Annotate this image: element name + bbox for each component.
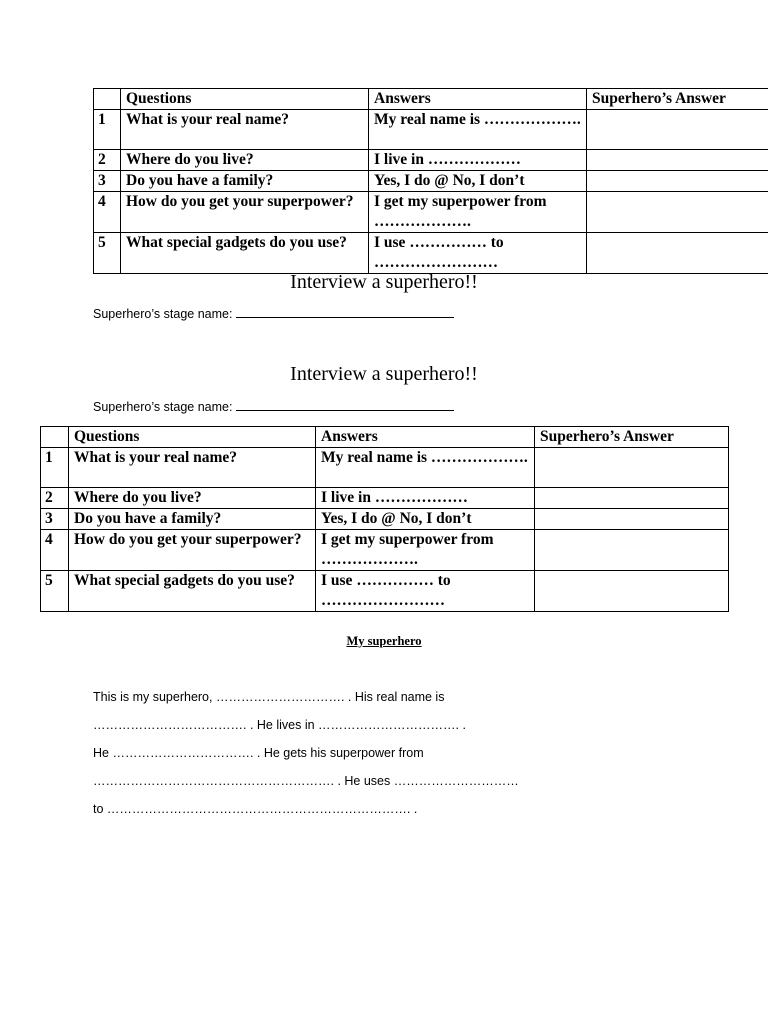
superhero-answer-cell[interactable] xyxy=(587,233,768,274)
header-number xyxy=(94,89,121,110)
table-row xyxy=(41,448,729,488)
interview-heading: Interview a superhero!! xyxy=(290,363,478,385)
question-cell: How do you get your superpower? xyxy=(121,192,369,233)
answer-cell: My real name is ………………. xyxy=(369,110,587,150)
my-superhero-title: My superhero xyxy=(346,634,422,648)
header-questions: Questions xyxy=(121,89,369,110)
table-row xyxy=(94,110,768,150)
paragraph-line: to ………………………………………………………………. . xyxy=(93,802,418,816)
table-row xyxy=(41,488,729,509)
superhero-answer-cell[interactable] xyxy=(587,150,768,171)
row-number: 1 xyxy=(41,448,69,488)
table-header-row xyxy=(94,89,768,110)
row-number: 3 xyxy=(94,171,121,192)
table-header-row xyxy=(41,427,729,448)
superhero-answer-cell[interactable] xyxy=(535,571,729,612)
row-number: 2 xyxy=(41,488,69,509)
row-number: 1 xyxy=(94,110,121,150)
stage-name-field xyxy=(93,398,454,414)
row-number: 2 xyxy=(94,150,121,171)
row-number: 4 xyxy=(94,192,121,233)
table-row xyxy=(94,171,768,192)
superhero-answer-cell[interactable] xyxy=(535,509,729,530)
paragraph-line: This is my superhero, …………………………. . His real name is xyxy=(93,690,445,704)
question-cell: Where do you live? xyxy=(121,150,369,171)
header-questions: Questions xyxy=(69,427,316,448)
answer-cell: I get my superpower from ………………. xyxy=(316,530,535,571)
superhero-answer-cell[interactable] xyxy=(587,110,768,150)
answer-cell: I use …………… to …………………… xyxy=(369,233,587,274)
question-cell: How do you get your superpower? xyxy=(69,530,316,571)
interview-heading: Interview a superhero!! xyxy=(290,271,478,293)
header-number xyxy=(41,427,69,448)
header-superhero-answer: Superhero’s Answer xyxy=(535,427,729,448)
answer-cell: I live in ……………… xyxy=(369,150,587,171)
answer-cell: Yes, I do @ No, I don’t xyxy=(369,171,587,192)
answer-cell: I use …………… to …………………… xyxy=(316,571,535,612)
question-cell: What is your real name? xyxy=(69,448,316,488)
question-cell: Do you have a family? xyxy=(69,509,316,530)
superhero-answer-cell[interactable] xyxy=(535,530,729,571)
stage-name-label: Superhero’s stage name: xyxy=(93,307,233,321)
superhero-answer-cell[interactable] xyxy=(587,192,768,233)
interview-table-2 xyxy=(40,426,729,612)
row-number: 3 xyxy=(41,509,69,530)
question-cell: What special gadgets do you use? xyxy=(69,571,316,612)
row-number: 4 xyxy=(41,530,69,571)
stage-name-blank[interactable] xyxy=(236,305,454,318)
row-number: 5 xyxy=(41,571,69,612)
table-row xyxy=(41,530,729,571)
table-row xyxy=(94,150,768,171)
stage-name-label: Superhero’s stage name: xyxy=(93,400,233,414)
superhero-answer-cell[interactable] xyxy=(535,448,729,488)
stage-name-field xyxy=(93,305,454,321)
superhero-answer-cell[interactable] xyxy=(535,488,729,509)
table-row xyxy=(41,509,729,530)
header-superhero-answer: Superhero’s Answer xyxy=(587,89,768,110)
row-number: 5 xyxy=(94,233,121,274)
question-cell: Do you have a family? xyxy=(121,171,369,192)
table-row xyxy=(94,233,768,274)
paragraph-line: …………………………………………………. . He uses ………………………… xyxy=(93,774,519,788)
answer-cell: My real name is ………………. xyxy=(316,448,535,488)
header-answers: Answers xyxy=(369,89,587,110)
paragraph-line: He ……………………………. . He gets his superpower from xyxy=(93,746,424,760)
question-cell: What is your real name? xyxy=(121,110,369,150)
superhero-answer-cell[interactable] xyxy=(587,171,768,192)
answer-cell: I get my superpower from ………………. xyxy=(369,192,587,233)
header-answers: Answers xyxy=(316,427,535,448)
answer-cell: I live in ……………… xyxy=(316,488,535,509)
paragraph-line: ………………………………. . He lives in ……………………………. . xyxy=(93,718,466,732)
interview-table-1 xyxy=(93,88,768,274)
table-row xyxy=(41,571,729,612)
question-cell: What special gadgets do you use? xyxy=(121,233,369,274)
answer-cell: Yes, I do @ No, I don’t xyxy=(316,509,535,530)
question-cell: Where do you live? xyxy=(69,488,316,509)
table-row xyxy=(94,192,768,233)
stage-name-blank[interactable] xyxy=(236,398,454,411)
